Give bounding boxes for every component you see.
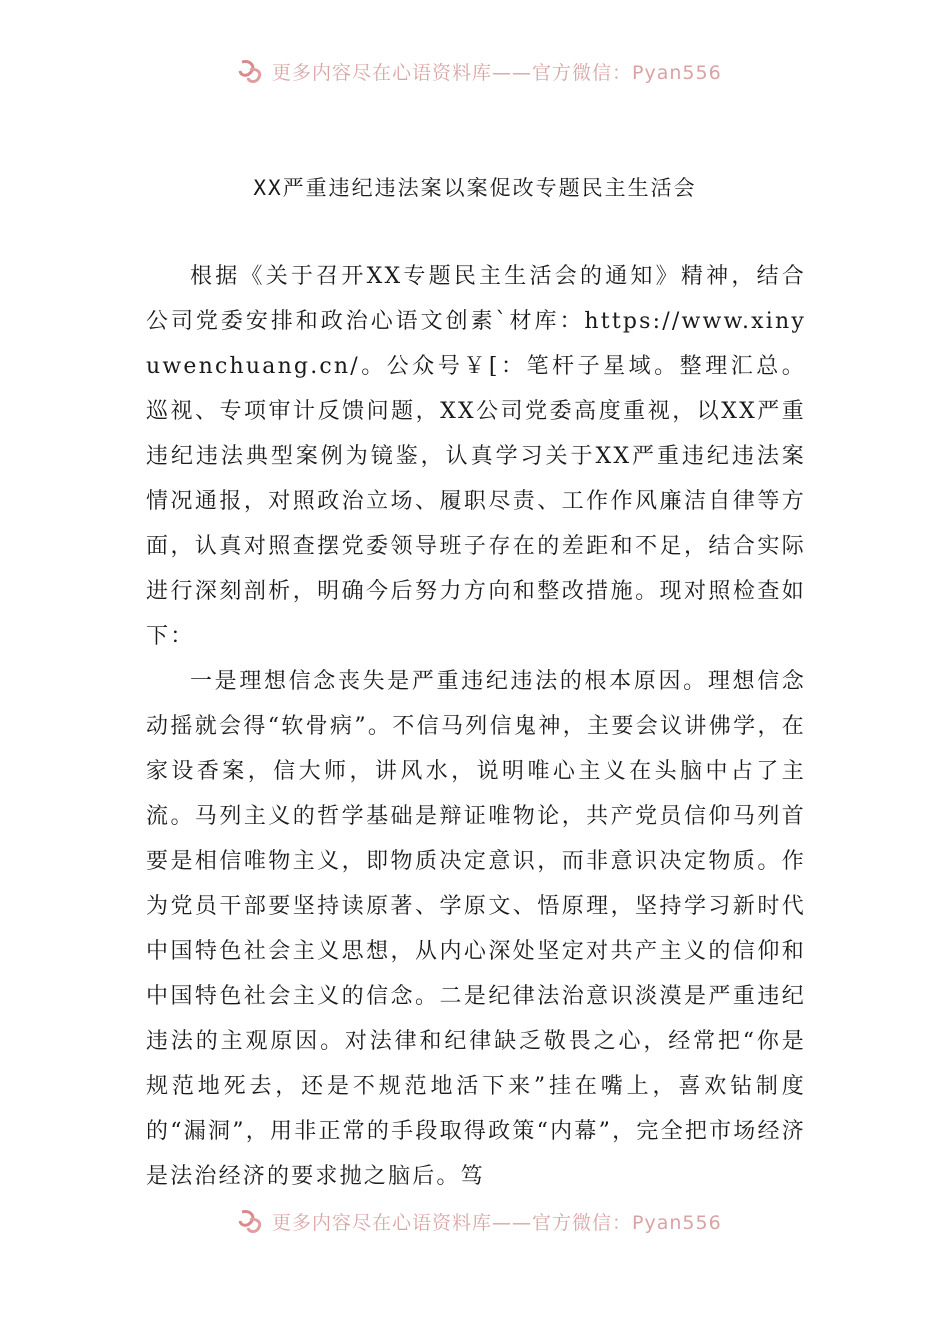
watermark-logo-icon (236, 58, 266, 84)
watermark-text: 更多内容尽在心语资料库——官方微信：Pyan556 (272, 61, 722, 84)
paragraph-intro: 根据《关于召开XX专题民主生活会的通知》精神，结合公司党委安排和政治心语文创素`材库：https://www.xinyuwenchuang.cn/。公众号￥[：笔杆子星域。整理汇总。巡视、专项审计反馈问题，XX公司党委高度重视，以XX严重违纪违法典型案例为镜鉴，认真学习关于XX严重违纪违法案情况通报，对照政治立场、履职尽责、工作作风廉洁自律等方面，认真对照查摆党委领导班子存在的差距和不足，结合实际进行深刻剖析，明确今后努力方向和整改措施。现对照检查如下： (146, 264, 806, 649)
document-body (146, 254, 806, 1199)
watermark-text: 更多内容尽在心语资料库——官方微信：Pyan556 (272, 1211, 722, 1234)
watermark-logo-icon (236, 1208, 266, 1234)
watermark-footer (236, 1206, 756, 1236)
document-title: XX严重违纪违法案以案促改专题民主生活会 (253, 176, 697, 200)
watermark-header (236, 56, 756, 86)
paragraph-analysis: 一是理想信念丧失是严重违纪违法的根本原因。理想信念动摇就会得“软骨病”。不信马列信鬼神，主要会议讲佛学，在家设香案，信大师，讲风水，说明唯心主义在头脑中占了主流。马列主义的哲学基础是辩证唯物论，共产党员信仰马列首要是相信唯物主义，即物质决定意识，而非意识决定物质。作为党员干部要坚持读原著、学原文、悟原理，坚持学习新时代中国特色社会主义思想，从内心深处坚定对共产主义的信仰和中国特色社会主义的信念。二是纪律法治意识淡漠是严重违纪违法的主观原因。对法律和纪律缺乏敬畏之心，经常把“你是规范地死去，还是不规范地活下来”挂在嘴上，喜欢钻制度的“漏洞”，用非正常的手段取得政策“内幕”，完全把市场经济是法治经济的要求抛之脑后。笃 (146, 669, 806, 1189)
